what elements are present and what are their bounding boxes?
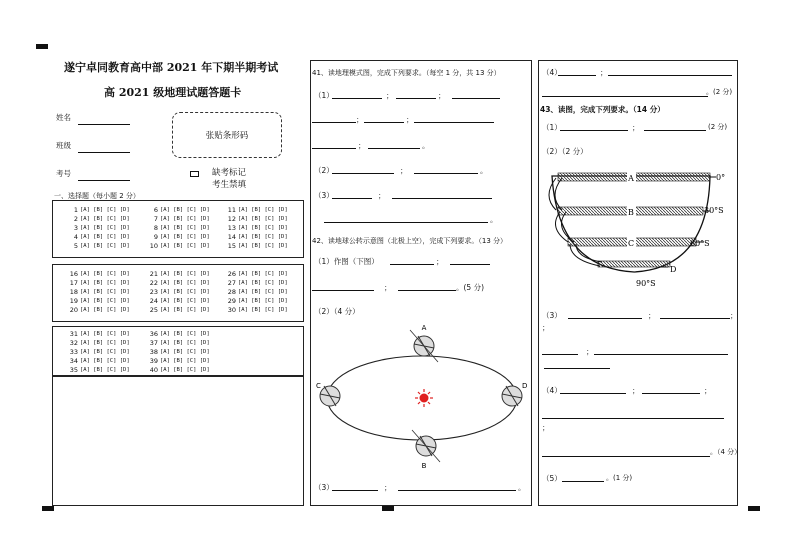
mc-question-number: 25 bbox=[149, 306, 158, 314]
mc-answer-options[interactable]: [A] [B] [C] [D] bbox=[80, 331, 130, 337]
mc-question-number: 21 bbox=[149, 270, 158, 278]
mc-answer-options[interactable]: [A] [B] [C] [D] bbox=[80, 271, 130, 277]
belt-label-d: D bbox=[670, 265, 677, 274]
q43-blank-2[interactable] bbox=[644, 130, 706, 131]
mc-question-number: 24 bbox=[149, 297, 158, 305]
orbit-label-b: B bbox=[421, 462, 427, 470]
q43-part5-label: （5） bbox=[542, 474, 562, 483]
mc-question-number: 36 bbox=[149, 330, 158, 338]
mc-answer-options[interactable]: [A] [B] [C] [D] bbox=[160, 280, 210, 286]
q42-blank-5[interactable] bbox=[332, 490, 378, 491]
mc-answer-options[interactable]: [A] [B] [C] [D] bbox=[80, 349, 130, 355]
mc-answer-options[interactable]: [A] [B] [C] [D] bbox=[160, 331, 210, 337]
q43-blank-4[interactable] bbox=[660, 318, 730, 319]
mc-question-number: 16 bbox=[69, 270, 78, 278]
mc-question-number: 7 bbox=[153, 215, 158, 223]
mc-question-number: 6 bbox=[153, 206, 158, 214]
mc-question-number: 17 bbox=[69, 279, 78, 287]
q43-part2-label: （2）（2 分） bbox=[542, 147, 588, 156]
mc-question-number: 37 bbox=[149, 339, 158, 347]
mc-question-number: 39 bbox=[149, 357, 158, 365]
absent-mark-checkbox[interactable] bbox=[190, 171, 199, 177]
q42-part1-label: （1）作图（下图） bbox=[314, 257, 379, 266]
belt-label-a: A bbox=[628, 174, 634, 183]
mc-answer-options[interactable]: [A] [B] [C] [D] bbox=[80, 234, 130, 240]
q43-blank-5[interactable] bbox=[542, 354, 578, 355]
absent-mark-label: 缺考标记 bbox=[212, 168, 247, 178]
q41-part3-label: （3） bbox=[314, 191, 334, 200]
q41-blank-6[interactable] bbox=[414, 122, 494, 123]
q41-blank-10[interactable] bbox=[414, 173, 478, 174]
q43-part3-label: （3） bbox=[542, 311, 562, 320]
mc-answer-options[interactable]: [A] [B] [C] [D] bbox=[238, 243, 288, 249]
q41-blank-12[interactable] bbox=[392, 198, 492, 199]
mc-question-number: 35 bbox=[69, 366, 78, 374]
mc-answer-options[interactable]: [A] [B] [C] [D] bbox=[160, 307, 210, 313]
q43-separator: ； bbox=[542, 423, 550, 432]
absent-mark-note: 考生禁填 bbox=[212, 180, 247, 190]
q43-prompt: 43、读图，完成下列要求。（14 分） bbox=[540, 105, 665, 114]
mc-question-number: 29 bbox=[227, 297, 236, 305]
mc-question-number: 20 bbox=[69, 306, 78, 314]
mc-answer-options[interactable]: [A] [B] [C] [D] bbox=[80, 243, 130, 249]
mc-answer-options[interactable]: [A] [B] [C] [D] bbox=[160, 234, 210, 240]
q41-blank-9[interactable] bbox=[332, 173, 394, 174]
q43-separator: ； bbox=[586, 347, 594, 356]
q43-separator: ； bbox=[704, 386, 712, 395]
belt-label-b: B bbox=[628, 208, 634, 217]
q43-part5-score: 。(1 分) bbox=[606, 474, 633, 482]
mc-question-number: 30 bbox=[227, 306, 236, 314]
q42-part4-label: （4） bbox=[542, 68, 562, 77]
mc-question-number: 28 bbox=[227, 288, 236, 296]
mc-answer-options[interactable]: [A] [B] [C] [D] bbox=[160, 298, 210, 304]
mc-answer-options[interactable]: [A] [B] [C] [D] bbox=[238, 271, 288, 277]
mc-section-title: 一、选择题（每小题 2 分） bbox=[54, 192, 140, 200]
mc-answer-options[interactable]: [A] [B] [C] [D] bbox=[238, 298, 288, 304]
mc-answer-options[interactable]: [A] [B] [C] [D] bbox=[80, 367, 130, 373]
mc-answer-options[interactable]: [A] [B] [C] [D] bbox=[160, 243, 210, 249]
q42-blank-8[interactable] bbox=[608, 75, 732, 76]
mc-answer-options[interactable]: [A] [B] [C] [D] bbox=[160, 349, 210, 355]
q42-separator: ； bbox=[600, 68, 608, 77]
orbit-label-d: D bbox=[522, 382, 528, 390]
orbit-label-a: A bbox=[421, 324, 427, 332]
q43-separator: ； bbox=[542, 323, 550, 332]
q41-blank-7[interactable] bbox=[312, 148, 356, 149]
earth-position-c bbox=[320, 386, 340, 406]
registration-mark-bottom-left bbox=[42, 506, 54, 511]
mc-question-number: 23 bbox=[149, 288, 158, 296]
q43-blank-6[interactable] bbox=[594, 354, 728, 355]
mc-answer-options[interactable]: [A] [B] [C] [D] bbox=[238, 289, 288, 295]
belt-label-c: C bbox=[627, 239, 635, 248]
q43-blank-12[interactable] bbox=[562, 481, 604, 482]
q42-separator: ； bbox=[384, 483, 392, 492]
latitude-0: 0° bbox=[716, 173, 726, 182]
q41-separator: ； bbox=[378, 191, 386, 200]
q42-part4-score: 。(2 分) bbox=[706, 88, 733, 96]
atmospheric-circulation-diagram bbox=[540, 168, 736, 292]
q43-part4-score: 。（4 分） bbox=[710, 448, 742, 456]
mc-question-number: 18 bbox=[69, 288, 78, 296]
q42-blank-3[interactable] bbox=[312, 290, 374, 291]
earth-orbit-diagram bbox=[312, 318, 532, 478]
q43-blank-1[interactable] bbox=[560, 130, 628, 131]
latitude-60s: 60°S bbox=[690, 239, 710, 248]
mc-question-number: 34 bbox=[69, 357, 78, 365]
q42-part3-label: （3） bbox=[314, 483, 334, 492]
orbit-label-c: C bbox=[316, 382, 321, 390]
mc-question-number: 9 bbox=[153, 233, 158, 241]
mc-answer-options[interactable]: [A] [B] [C] [D] bbox=[160, 216, 210, 222]
q41-blank-2[interactable] bbox=[396, 98, 436, 99]
q42-prompt: 42、读地球公转示意图（北极上空），完成下列要求。（13 分） bbox=[312, 237, 508, 245]
mc-blank-panel bbox=[52, 376, 304, 506]
q42-part2-label: （2）（4 分） bbox=[314, 307, 360, 316]
barcode-area bbox=[172, 112, 282, 158]
q41-period: 。 bbox=[490, 215, 498, 224]
mc-question-number: 19 bbox=[69, 297, 78, 305]
q41-blank-11[interactable] bbox=[332, 198, 372, 199]
mc-answer-options[interactable]: [A] [B] [C] [D] bbox=[80, 307, 130, 313]
q41-blank-13[interactable] bbox=[324, 222, 488, 223]
exam-number-field[interactable] bbox=[78, 180, 130, 181]
page-title-line1: 遂宁卓同教育高中部 2021 年下期半期考试 bbox=[64, 61, 279, 74]
mc-answer-options[interactable]: [A] [B] [C] [D] bbox=[160, 289, 210, 295]
q41-blank-5[interactable] bbox=[364, 122, 404, 123]
name-field[interactable] bbox=[78, 124, 130, 125]
q41-blank-8[interactable] bbox=[368, 148, 420, 149]
q42-blank-9[interactable] bbox=[542, 96, 708, 97]
mc-answer-options[interactable]: [A] [B] [C] [D] bbox=[160, 225, 210, 231]
registration-mark-bottom-right bbox=[748, 506, 760, 511]
q42-blank-4[interactable] bbox=[398, 290, 456, 291]
mc-answer-options[interactable]: [A] [B] [C] [D] bbox=[238, 234, 288, 240]
q42-blank-1[interactable] bbox=[390, 264, 434, 265]
q41-separator: ； bbox=[386, 91, 394, 100]
mc-answer-options[interactable]: [A] [B] [C] [D] bbox=[80, 207, 130, 213]
mc-question-number: 22 bbox=[149, 279, 158, 287]
q43-blank-10[interactable] bbox=[542, 418, 724, 419]
q43-blank-9[interactable] bbox=[642, 393, 700, 394]
mc-question-number: 1 bbox=[73, 206, 78, 214]
q42-separator: ； bbox=[384, 283, 392, 292]
q41-separator: ； bbox=[438, 91, 446, 100]
registration-mark-top-left bbox=[36, 44, 48, 49]
q42-period: 。 bbox=[518, 483, 526, 492]
q43-blank-11[interactable] bbox=[542, 456, 710, 457]
q43-part4-label: （4） bbox=[542, 386, 562, 395]
q41-separator: ； bbox=[406, 115, 414, 124]
mc-answer-options[interactable]: [A] [B] [C] [D] bbox=[160, 271, 210, 277]
mc-question-number: 40 bbox=[149, 366, 158, 374]
q41-separator: ； bbox=[358, 141, 366, 150]
q43-blank-8[interactable] bbox=[560, 393, 626, 394]
q43-separator: ； bbox=[648, 311, 656, 320]
mc-answer-options[interactable]: [A] [B] [C] [D] bbox=[80, 280, 130, 286]
mc-answer-options[interactable]: [A] [B] [C] [D] bbox=[160, 207, 210, 213]
q43-separator: ； bbox=[632, 386, 640, 395]
q41-blank-4[interactable] bbox=[312, 122, 356, 123]
mc-question-number: 31 bbox=[69, 330, 78, 338]
mc-question-number: 10 bbox=[149, 242, 158, 250]
q41-separator: ； bbox=[400, 166, 408, 175]
q42-blank-7[interactable] bbox=[558, 75, 596, 76]
q42-blank-2[interactable] bbox=[450, 264, 490, 265]
q43-blank-7[interactable] bbox=[544, 368, 610, 369]
hemisphere-outline bbox=[552, 176, 710, 272]
q41-period: 。 bbox=[480, 166, 488, 175]
page-title-line2: 高 2021 级地理试题答题卡 bbox=[104, 86, 242, 99]
mc-question-number: 33 bbox=[69, 348, 78, 356]
q41-blank-3[interactable] bbox=[452, 98, 500, 99]
q41-separator: ； bbox=[356, 115, 364, 124]
mc-question-number: 8 bbox=[153, 224, 158, 232]
q43-part1-score: (2 分) bbox=[708, 123, 728, 131]
barcode-label: 张贴条形码 bbox=[205, 131, 249, 141]
mc-answer-options[interactable]: [A] [B] [C] [D] bbox=[80, 298, 130, 304]
class-label: 班级 bbox=[56, 141, 71, 150]
mc-question-number: 3 bbox=[73, 224, 78, 232]
mc-answer-options[interactable]: [A] [B] [C] [D] bbox=[80, 340, 130, 346]
q41-part2-label: （2） bbox=[314, 166, 334, 175]
earth-position-d bbox=[502, 386, 522, 406]
mc-question-number: 13 bbox=[227, 224, 236, 232]
mc-answer-options[interactable]: [A] [B] [C] [D] bbox=[238, 207, 288, 213]
mc-question-number: 11 bbox=[227, 206, 236, 214]
registration-mark-bottom-center bbox=[382, 506, 394, 511]
belt-d bbox=[598, 261, 670, 267]
mc-answer-options[interactable]: [A] [B] [C] [D] bbox=[160, 358, 210, 364]
earth-position-a bbox=[410, 330, 438, 362]
q43-separator: ； bbox=[730, 311, 738, 320]
mc-answer-options[interactable]: [A] [B] [C] [D] bbox=[238, 280, 288, 286]
mc-question-number: 2 bbox=[73, 215, 78, 223]
mc-answer-options[interactable]: [A] [B] [C] [D] bbox=[160, 367, 210, 373]
mc-question-number: 27 bbox=[227, 279, 236, 287]
q41-blank-1[interactable] bbox=[332, 98, 382, 99]
mc-question-number: 32 bbox=[69, 339, 78, 347]
mc-question-number: 5 bbox=[73, 242, 78, 250]
mc-answer-options[interactable]: [A] [B] [C] [D] bbox=[80, 216, 130, 222]
q42-separator: ； bbox=[436, 257, 444, 266]
q43-part1-label: （1） bbox=[542, 123, 562, 132]
mc-answer-options[interactable]: [A] [B] [C] [D] bbox=[80, 225, 130, 231]
latitude-30s: 30°S bbox=[704, 206, 724, 215]
q41-prompt: 41、读地理模式图，完成下列要求。（每空 1 分，共 13 分） bbox=[312, 69, 501, 77]
q43-blank-3[interactable] bbox=[568, 318, 642, 319]
sun-icon bbox=[415, 389, 433, 407]
mc-question-number: 38 bbox=[149, 348, 158, 356]
latitude-90s: 90°S bbox=[636, 279, 656, 288]
mc-answer-options[interactable]: [A] [B] [C] [D] bbox=[238, 225, 288, 231]
earth-position-b bbox=[412, 430, 440, 462]
q41-period: 。 bbox=[422, 141, 430, 150]
mc-answer-options[interactable]: [A] [B] [C] [D] bbox=[238, 216, 288, 222]
q42-blank-6[interactable] bbox=[398, 490, 516, 491]
mc-question-number: 4 bbox=[73, 233, 78, 241]
mc-answer-options[interactable]: [A] [B] [C] [D] bbox=[160, 340, 210, 346]
q42-part1-score: 。(5 分) bbox=[456, 283, 485, 292]
mc-answer-options[interactable]: [A] [B] [C] [D] bbox=[80, 289, 130, 295]
q41-part1-label: （1） bbox=[314, 91, 334, 100]
mc-question-number: 14 bbox=[227, 233, 236, 241]
mc-question-number: 12 bbox=[227, 215, 236, 223]
q43-separator: ； bbox=[632, 123, 640, 132]
mc-question-number: 15 bbox=[227, 242, 236, 250]
mc-answer-options[interactable]: [A] [B] [C] [D] bbox=[80, 358, 130, 364]
class-field[interactable] bbox=[78, 152, 130, 153]
mc-answer-options[interactable]: [A] [B] [C] [D] bbox=[238, 307, 288, 313]
mc-question-number: 26 bbox=[227, 270, 236, 278]
exam-number-label: 考号 bbox=[56, 169, 71, 178]
name-label: 姓名 bbox=[56, 113, 71, 122]
